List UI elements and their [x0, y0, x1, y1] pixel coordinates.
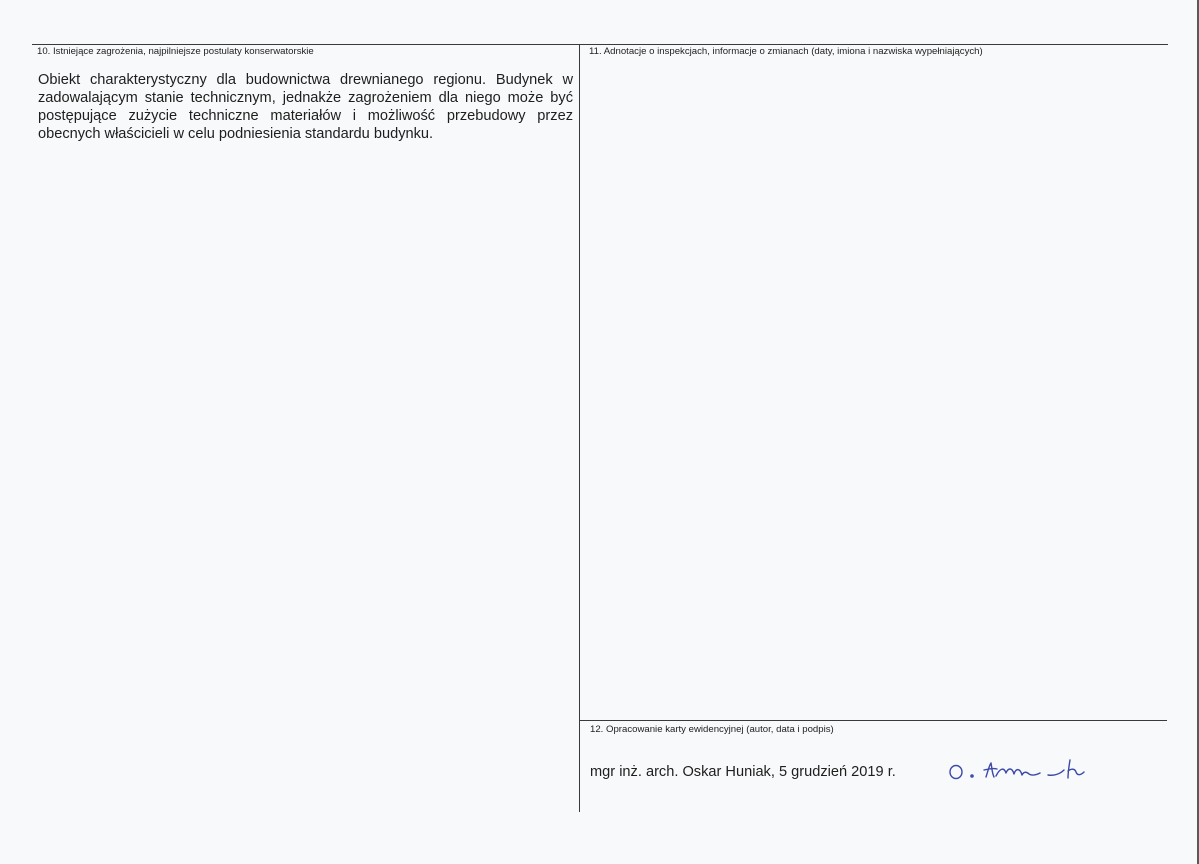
section-10-text: Obiekt charakterystyczny dla budownictwa drewnianego regionu. Budynek w zadowalającym stanie technicznym, jednakże zagrożeniem dla niego może być postępujące zużycie techniczne materiałów i możliwość przebudowy przez obecnych właścicieli w celu podniesienia standardu budynku. [38, 72, 573, 142]
section-12-label: 12. Opracowanie karty ewidencyjnej (autor, data i podpis) [590, 724, 834, 735]
column-divider [579, 44, 580, 812]
signature [944, 754, 1094, 786]
section-11-top-rule [580, 44, 1168, 45]
signature-strokes [950, 760, 1084, 779]
section-10-label: 10. Istniejące zagrożenia, najpilniejsze postulaty konserwatorskie [37, 46, 314, 57]
author-line: mgr inż. arch. Oskar Huniak, 5 grudzień 2019 r. [590, 764, 896, 780]
section-10-top-rule [32, 44, 580, 45]
section-11-label: 11. Adnotacje o inspekcjach, informacje o zmianach (daty, imiona i nazwiska wypełniających) [589, 46, 983, 57]
section-12-top-rule [580, 720, 1167, 721]
